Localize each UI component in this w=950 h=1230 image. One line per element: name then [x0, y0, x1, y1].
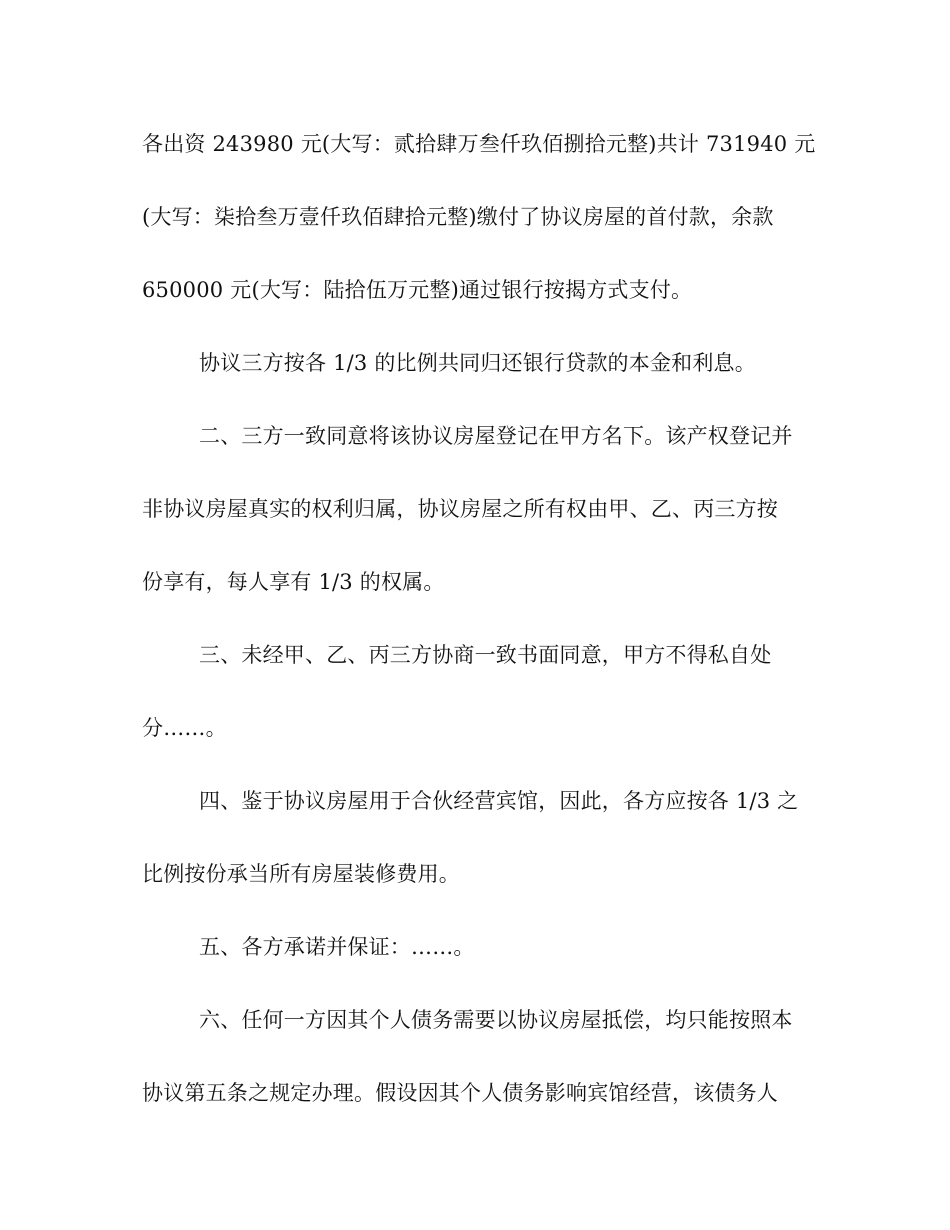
text-line-4: 协议三方按各 1/3 的比例共同归还银行贷款的本金和利息。: [199, 351, 756, 375]
text-line-12: 五、各方承诺并保证：……。: [199, 935, 475, 959]
text-line-10: 四、鉴于协议房屋用于合伙经营宾馆，因此，各方应按各 1/3 之: [199, 789, 799, 813]
text-line-5: 二、三方一致同意将该协议房屋登记在甲方名下。该产权登记并: [199, 424, 793, 448]
text-line-2: (大写：柒拾叁万壹仟玖佰肆拾元整)缴付了协议房屋的首付款，余款: [142, 205, 774, 229]
text-line-8: 三、未经甲、乙、丙三方协商一致书面同意，甲方不得私自处: [199, 643, 772, 667]
text-line-11: 比例按份承当所有房屋装修费用。: [142, 862, 460, 886]
text-line-7: 份享有，每人享有 1/3 的权属。: [142, 570, 445, 594]
text-line-9: 分……。: [142, 716, 227, 740]
text-line-3: 650000 元(大写：陆拾伍万元整)通过银行按揭方式支付。: [142, 278, 693, 302]
text-line-13: 六、任何一方因其个人债务需要以协议房屋抵偿，均只能按照本: [199, 1008, 793, 1032]
text-line-14: 协议第五条之规定办理。假设因其个人债务影响宾馆经营，该债务人: [142, 1081, 778, 1105]
text-line-1: 各出资 243980 元(大写：贰拾肆万叁仟玖佰捌拾元整)共计 731940 元: [142, 132, 816, 156]
text-line-6: 非协议房屋真实的权利归属，协议房屋之所有权由甲、乙、丙三方按: [142, 497, 778, 521]
